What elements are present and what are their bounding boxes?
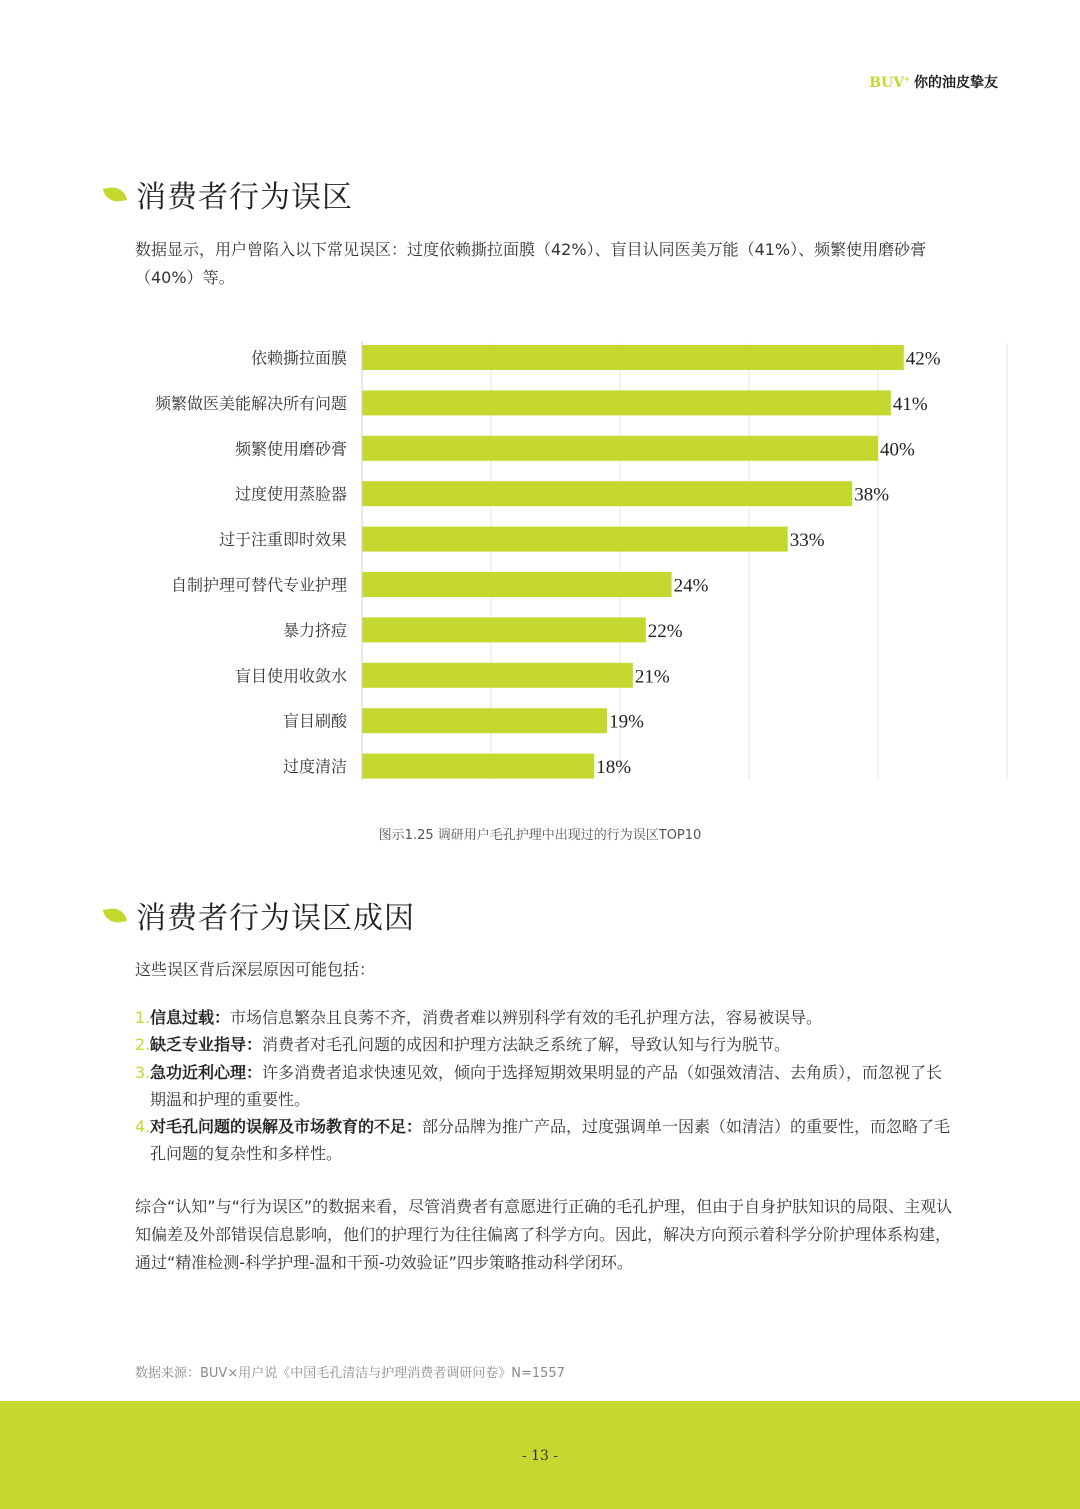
section1-intro: 数据显示，用户曾陷入以下常见误区：过度依赖撕拉面膜（42%）、盲目认同医美万能（41%）、频繁使用磨砂膏（40%）等。 (135, 240, 927, 287)
category-label: 盲目刷酸 (282, 711, 347, 731)
category-label: 依赖撕拉面膜 (250, 348, 347, 368)
section2-intro: 这些误区背后深层原因可能包括： (135, 960, 376, 979)
value-label: 40% (880, 439, 915, 461)
leaf-icon (103, 185, 127, 204)
value-label: 41% (892, 393, 928, 415)
footer-band (0, 1401, 1080, 1509)
category-label: 过于注重即时效果 (218, 530, 347, 550)
bar (362, 436, 878, 461)
list-item: 4. 对毛孔问题的误解及市场教育的不足：部分品牌为推广产品，过度强调单一因素（如清洁）的重要性，而忽略了毛孔问题的复杂性和多样性。 (135, 1117, 951, 1164)
bar (362, 754, 594, 779)
section-title-behavior: 消费者行为误区 (104, 172, 353, 216)
data-source: 数据来源：BUV×用户说《中国毛孔清洁与护理消费者调研问卷》N=1557 (135, 1366, 565, 1381)
category-label: 自制护理可替代专业护理 (170, 575, 347, 595)
brand-header (869, 72, 998, 92)
conclusion-paragraph: 综合“认知”与“行为误区”的数据来看，尽管消费者有意愿进行正确的毛孔护理，但由于自身护肤知识的局限、主观认知偏差及外部错误信息影响，他们的护理行为往往偏离了科学方向。因此，解决方向预示着科学分阶护理体系构建，通过“精准检测-科学护理-温和干预-功效验证”四步策略推动科学闭环。 (135, 1197, 953, 1272)
bar (362, 345, 904, 370)
value-label: 38% (854, 484, 890, 506)
page-number: - 13 - (521, 1448, 559, 1464)
bar (362, 617, 646, 642)
list-item: 3. 急功近利心理：许多消费者追求快速见效，倾向于选择短期效果明显的产品（如强效清洁、去角质），而忽视了长期温和护理的重要性。 (135, 1062, 943, 1109)
bar (362, 663, 633, 688)
value-label: 33% (789, 530, 825, 552)
category-label: 频繁使用磨砂膏 (234, 439, 347, 459)
bar (362, 481, 852, 506)
misconception-bar-chart (0, 335, 1080, 785)
category-label: 盲目使用收敛水 (234, 666, 347, 686)
value-label: 42% (905, 348, 941, 370)
category-label: 过度使用蒸脸器 (234, 484, 347, 504)
value-label: 18% (596, 757, 632, 779)
list-item: 1. 信息过载：市场信息繁杂且良莠不齐，消费者难以辨别科学有效的毛孔护理方法，容易被误导。 (135, 1008, 823, 1027)
category-label: 频繁做医美能解决所有问题 (154, 393, 347, 413)
bar (362, 390, 891, 415)
bar (362, 708, 607, 733)
bar (362, 572, 672, 597)
brand-logo: BUV+ (869, 74, 910, 91)
brand-tagline: 你的油皮挚友 (914, 75, 998, 91)
chart-caption: 图示1.25 调研用户毛孔护理中出现过的行为误区TOP10 (378, 828, 702, 843)
category-label: 过度清洁 (282, 757, 347, 777)
bar (362, 527, 788, 552)
value-label: 24% (673, 575, 709, 597)
section-title-causes: 消费者行为误区成因 (104, 893, 415, 937)
causes-list (135, 1004, 955, 1168)
value-label: 22% (647, 620, 683, 642)
category-label: 暴力挤痘 (282, 620, 347, 640)
leaf-icon (103, 906, 127, 925)
value-label: 19% (609, 711, 644, 733)
list-item: 2. 缺乏专业指导：消费者对毛孔问题的成因和护理方法缺乏系统了解，导致认知与行为脱节。 (135, 1035, 791, 1055)
value-label: 21% (634, 666, 670, 688)
